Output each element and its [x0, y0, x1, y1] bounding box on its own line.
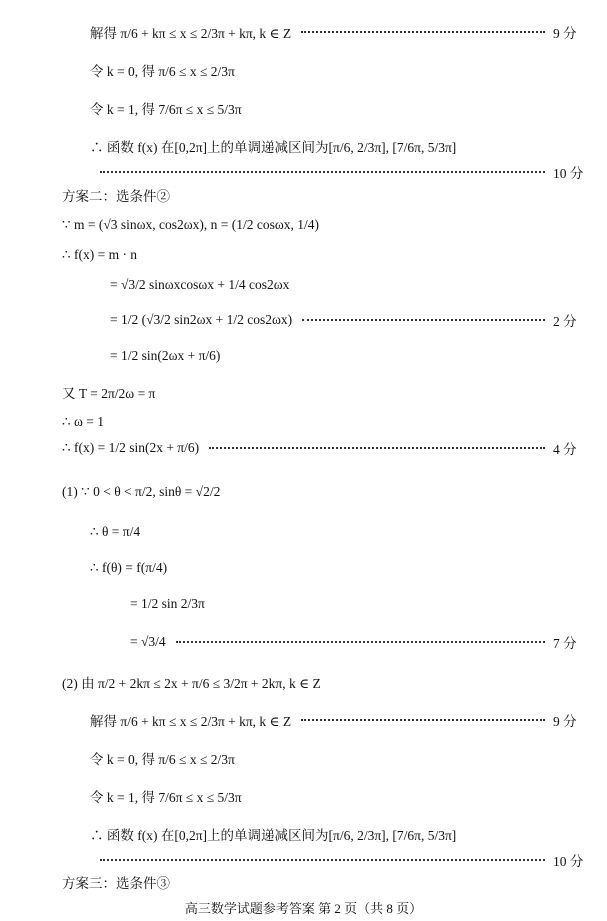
solution-line [0, 776, 607, 816]
line-text: 令 k = 0, 得 π/6 ≤ x ≤ 2/3π [90, 64, 235, 79]
page-footer: 高三数学试题参考答案 第 2 页（共 8 页） [184, 901, 423, 916]
solution-line [0, 738, 607, 778]
solution-line [0, 584, 607, 624]
solution-line [0, 265, 607, 305]
line-text: 令 k = 1, 得 7/6π ≤ x ≤ 5/3π [90, 102, 242, 117]
score-leader-dots [209, 447, 545, 449]
solution-line [0, 428, 607, 468]
score-leader-dots [100, 171, 545, 173]
line-text: = √3/2 sinωxcosωx + 1/4 cos2ωx [110, 277, 290, 292]
solution-line [0, 12, 607, 52]
line-text: ∴ θ = π/4 [90, 524, 141, 539]
score-label: 4 分 [553, 442, 577, 457]
solution-line [0, 300, 607, 340]
score-leader-dots [301, 31, 545, 33]
line-text: ∴ f(x) = 1/2 sin(2x + π/6) [62, 440, 200, 455]
line-text: 又 T = 2π/2ω = π [62, 386, 156, 401]
solution-line [0, 88, 607, 128]
solution-line [0, 336, 607, 376]
solution-line [0, 622, 607, 662]
solution-line [0, 862, 607, 902]
line-text: 令 k = 0, 得 π/6 ≤ x ≤ 2/3π [90, 752, 235, 767]
score-leader-dots [100, 859, 545, 861]
score-leader-dots [302, 319, 545, 321]
score-label: 7 分 [553, 636, 577, 651]
solution-line [0, 662, 607, 702]
solution-line [0, 700, 607, 740]
solution-line [0, 472, 607, 512]
line-text: 令 k = 1, 得 7/6π ≤ x ≤ 5/3π [90, 790, 242, 805]
line-text: 方案三：选条件③ [62, 876, 170, 891]
line-text: (2) 由 π/2 + 2kπ ≤ 2x + π/6 ≤ 3/2π + 2kπ, k ∈ Z [62, 676, 321, 691]
solution-line [0, 512, 607, 552]
line-text: ∴ 函数 f(x) 在[0,2π]上的单调递减区间为[π/6, 2/3π], [7/6π, 5/3π] [90, 140, 457, 155]
line-text: = 1/2 sin 2/3π [130, 596, 205, 611]
line-text: ∵ m = (√3 sinωx, cos2ωx), n = (1/2 cosωx, 1/4) [62, 217, 319, 232]
line-text: = 1/2 sin(2ωx + π/6) [110, 348, 221, 363]
line-text: = 1/2 (√3/2 sin2ωx + 1/2 cos2ωx) [110, 312, 293, 327]
score-leader-dots [176, 641, 545, 643]
line-text: = √3/4 [130, 634, 166, 649]
line-text: 解得 π/6 + kπ ≤ x ≤ 2/3π + kπ, k ∈ Z [90, 26, 292, 41]
line-text: (1) ∵ 0 < θ < π/2, sinθ = √2/2 [62, 484, 221, 499]
line-text: ∴ f(θ) = f(π/4) [90, 560, 168, 575]
score-leader-dots [301, 719, 545, 721]
line-text: ∴ ω = 1 [62, 414, 104, 429]
score-label: 10 分 [553, 166, 584, 181]
line-text: ∴ 函数 f(x) 在[0,2π]上的单调递减区间为[π/6, 2/3π], [7/6π, 5/3π] [90, 828, 457, 843]
line-text: 方案二：选条件② [62, 189, 170, 204]
score-label: 9 分 [553, 26, 577, 41]
line-text: ∴ f(x) = m · n [62, 247, 138, 262]
score-label: 2 分 [553, 314, 577, 329]
score-label: 9 分 [553, 714, 577, 729]
solution-line [0, 50, 607, 90]
score-label: 10 分 [553, 854, 584, 869]
solution-line [0, 548, 607, 588]
line-text: 解得 π/6 + kπ ≤ x ≤ 2/3π + kπ, k ∈ Z [90, 714, 292, 729]
